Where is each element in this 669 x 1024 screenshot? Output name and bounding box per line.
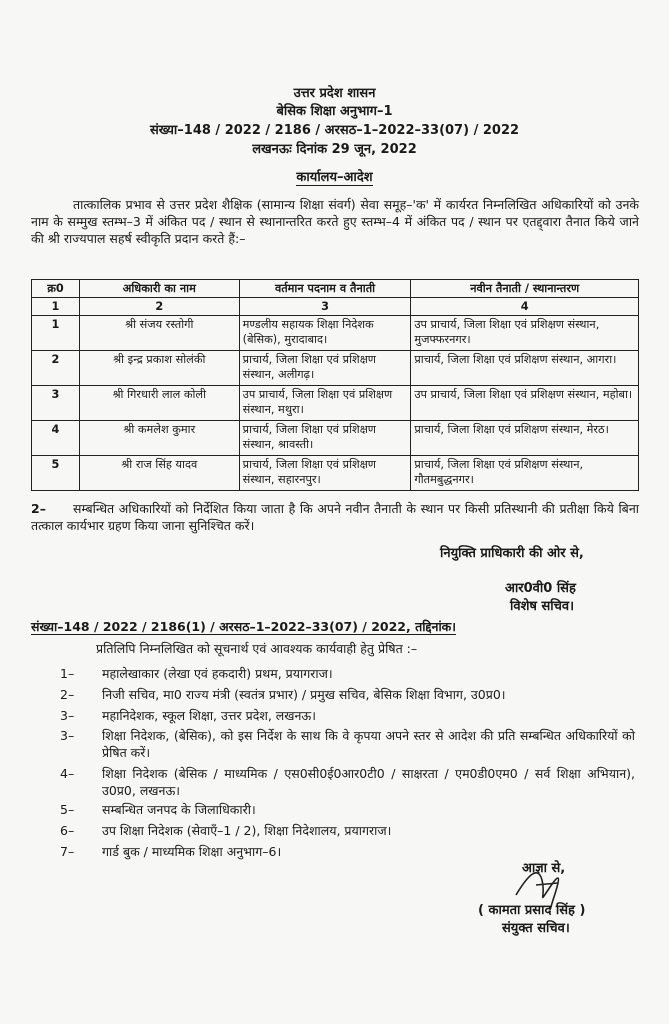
list-item <box>60 765 635 799</box>
row-current-post: प्राचार्य, जिला शिक्षा एवं प्रशिक्षण संस्थान, श्रावस्ती। <box>239 421 411 456</box>
list-item <box>60 665 635 682</box>
table-header-row <box>32 280 639 298</box>
list-number: 4– <box>60 766 75 781</box>
col-header-current: वर्तमान पदनाम व तैनाती <box>239 280 411 298</box>
row-name: श्री गिरधारी लाल कोली <box>79 386 239 421</box>
signature-name: आर0वी0 सिंह <box>505 581 576 596</box>
row-name: श्री राज सिंह यादव <box>79 456 239 491</box>
intro-paragraph: तात्कालिक प्रभाव से उत्तर प्रदेश शैक्षिक (सामान्य शिक्षा संवर्ग) सेवा समूह–'क' में कार्यरत निम्नलिखित अधिकारियों को उनके नाम के सम्मुख स्तम्भ–3 में अंकित पद / स्थान से स्थानान्तरित करते हुए स्तम्भ–4 में अंकित पद / स्थान पर एतद्द्वारा तैनात किये जाने की श्री राज्यपाल सहर्ष स्वीकृति प्रदान करते हैं:– <box>31 197 639 246</box>
row-current-post: उप प्राचार्य, जिला शिक्षा एवं प्रशिक्षण संस्थान, मथुरा। <box>239 386 411 421</box>
signature2-designation: संयुक्त सचिव। <box>502 921 570 936</box>
row-new-post: उप प्राचार्य, जिला शिक्षा एवं प्रशिक्षण संस्थान, मुजफ्फरनगर। <box>411 316 639 351</box>
row-current-post: प्राचार्य, जिला शिक्षा एवं प्रशिक्षण संस्थान, सहारनपुर। <box>239 456 411 491</box>
list-text: सम्बन्धित जनपद के जिलाधिकारी। <box>102 802 256 817</box>
row-current-post: प्राचार्य, जिला शिक्षा एवं प्रशिक्षण संस्थान, अलीगढ़। <box>239 351 411 386</box>
list-text: महालेखाकार (लेखा एवं हकदारी) प्रथम, प्रयागराज। <box>102 666 333 681</box>
table-row <box>32 456 639 491</box>
copy-intro: प्रतिलिपि निम्नलिखित को सूचनार्थ एवं आवश्यक कार्यवाही हेतु प्रेषित :– <box>96 641 418 656</box>
list-item <box>60 801 635 818</box>
list-item <box>60 822 635 839</box>
order-title-text: कार्यालय–आदेश <box>296 170 373 185</box>
copy-reference-text: संख्या–148 / 2022 / 2186(1) / अरसठ–1–2022–33(07) / 2022, तद्दिनांक। <box>31 619 457 634</box>
list-item <box>60 686 635 703</box>
paragraph-2-number: 2– <box>31 501 46 516</box>
copy-reference <box>31 618 651 635</box>
order-by: आज्ञा से, <box>522 861 566 876</box>
table-row <box>32 316 639 351</box>
list-text: शिक्षा निदेशक, (बेसिक), को इस निर्देश के साथ कि वे कृपया अपने स्तर से आदेश की प्रति सम्बन्धित अधिकारियों को प्रेषित करें। <box>102 728 635 760</box>
signature-on-behalf: नियुक्ति प्राधिकारी की ओर से, <box>440 546 584 561</box>
col-header-name: अधिकारी का नाम <box>79 280 239 298</box>
list-number: 5– <box>60 802 75 817</box>
list-item <box>60 707 635 724</box>
list-text: निजी सचिव, मा0 राज्य मंत्री (स्वतंत्र प्रभार) / प्रमुख सचिव, बेसिक शिक्षा विभाग, उ0प्र0। <box>102 687 506 702</box>
list-number: 3– <box>60 728 75 743</box>
row-sn: 1 <box>32 316 80 351</box>
row-current-post: मण्डलीय सहायक शिक्षा निदेशक (बेसिक), मुरादाबाद। <box>239 316 411 351</box>
list-number: 2– <box>60 687 75 702</box>
col-number: 4 <box>411 298 639 316</box>
list-number: 1– <box>60 666 75 681</box>
col-number: 3 <box>239 298 411 316</box>
header-ref-number: संख्या–148 / 2022 / 2186 / अरसठ–1–2022–33(07) / 2022 <box>149 123 520 138</box>
row-name: श्री इन्द्र प्रकाश सोलंकी <box>79 351 239 386</box>
list-number: 3– <box>60 708 75 723</box>
row-sn: 3 <box>32 386 80 421</box>
list-number: 6– <box>60 823 75 838</box>
signature2-name: ( कामता प्रसाद सिंह ) <box>478 903 586 918</box>
table-row <box>32 386 639 421</box>
order-title <box>0 170 669 186</box>
row-name: श्री कमलेश कुमार <box>79 421 239 456</box>
col-header-sn: क्र0 <box>32 280 80 298</box>
row-sn: 5 <box>32 456 80 491</box>
col-number: 1 <box>32 298 80 316</box>
table-row <box>32 421 639 456</box>
row-new-post: प्राचार्य, जिला शिक्षा एवं प्रशिक्षण संस्थान, आगरा। <box>411 351 639 386</box>
table-colnum-row <box>32 298 639 316</box>
row-name: श्री संजय रस्तोगी <box>79 316 239 351</box>
list-text: शिक्षा निदेशक (बेसिक / माध्यमिक / एस0सी0ई0आर0टी0 / साक्षरता / एम0डी0एम0 / सर्व शिक्षा अभियान), उ0प्र0, लखनऊ। <box>102 766 635 798</box>
list-item <box>60 727 635 761</box>
table-row <box>32 351 639 386</box>
transfer-table <box>31 279 639 491</box>
paragraph-2 <box>31 500 639 534</box>
list-text: महानिदेशक, स्कूल शिक्षा, उत्तर प्रदेश, लखनऊ। <box>102 708 316 723</box>
list-text: गार्ड बुक / माध्यमिक शिक्षा अनुभाग–6। <box>102 844 282 859</box>
col-number: 2 <box>79 298 239 316</box>
row-sn: 2 <box>32 351 80 386</box>
row-new-post: उप प्राचार्य, जिला शिक्षा एवं प्रशिक्षण संस्थान, महोबा। <box>411 386 639 421</box>
header-date: लखनऊः दिनांक 29 जून, 2022 <box>252 142 417 157</box>
signature-designation: विशेष सचिव। <box>510 599 575 614</box>
list-text: उप शिक्षा निदेशक (सेवाएँ–1 / 2), शिक्षा निदेशालय, प्रयागराज। <box>102 823 392 838</box>
header-govt: उत्तर प्रदेश शासन <box>293 86 376 101</box>
row-new-post: प्राचार्य, जिला शिक्षा एवं प्रशिक्षण संस्थान, मेरठ। <box>411 421 639 456</box>
col-header-new: नवीन तैनाती / स्थानान्तरण <box>411 280 639 298</box>
list-number: 7– <box>60 844 75 859</box>
header-section: बेसिक शिक्षा अनुभाग–1 <box>276 104 393 119</box>
paragraph-2-text: सम्बन्धित अधिकारियों को निर्देशित किया जाता है कि अपने नवीन तैनाती के स्थान पर किसी प्रतिस्थानी की प्रतीक्षा किये बिना तत्काल कार्यभार ग्रहण किया जाना सुनिश्चित करें। <box>31 501 639 533</box>
row-new-post: प्राचार्य, जिला शिक्षा एवं प्रशिक्षण संस्थान, गौतमबुद्धनगर। <box>411 456 639 491</box>
row-sn: 4 <box>32 421 80 456</box>
